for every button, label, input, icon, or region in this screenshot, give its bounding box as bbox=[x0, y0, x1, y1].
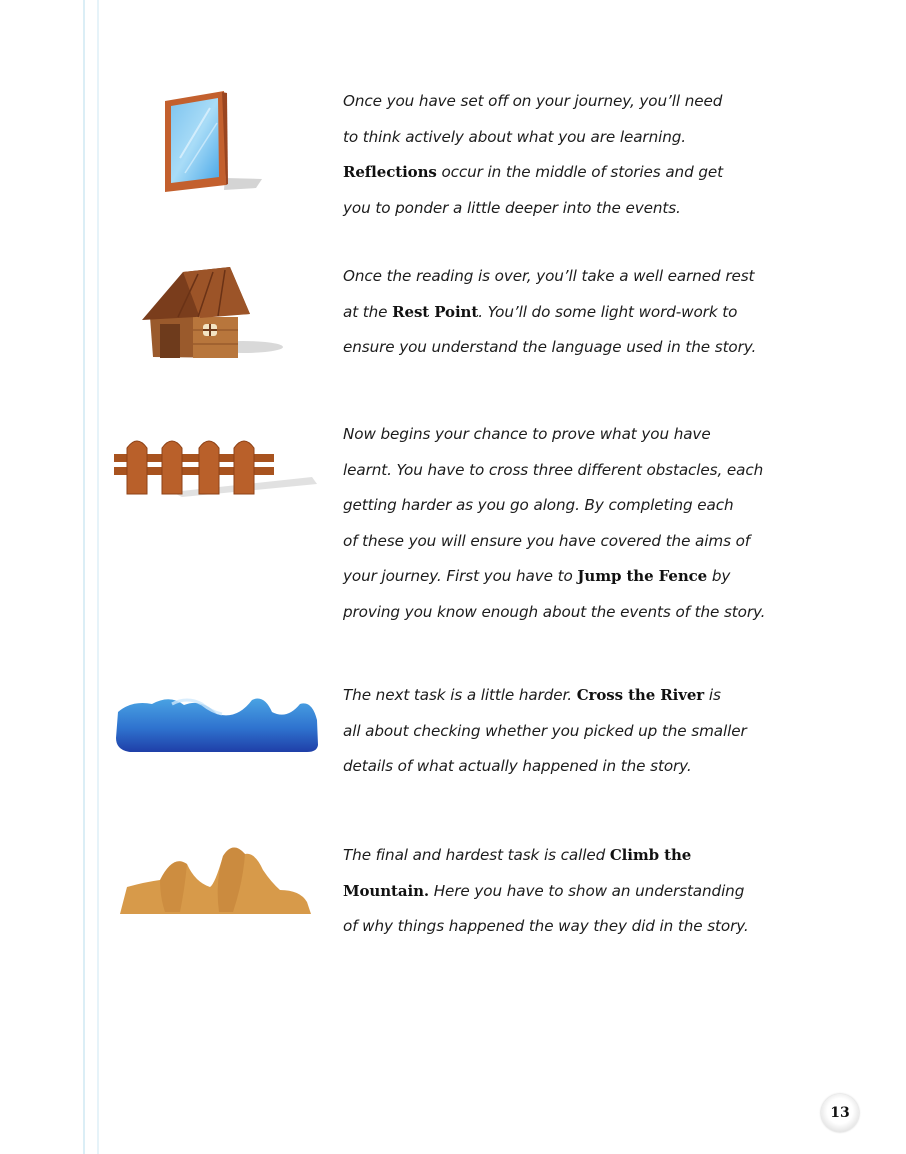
section-rest-point bbox=[343, 259, 783, 366]
text-line bbox=[343, 559, 783, 595]
text-line bbox=[343, 417, 783, 453]
text-line bbox=[343, 155, 783, 191]
text-run: details of what actually happened in the story. bbox=[343, 757, 692, 775]
text-line bbox=[343, 453, 783, 489]
mountain-icon bbox=[115, 842, 315, 917]
text-run: . You’ll do some light word-work to bbox=[478, 302, 738, 321]
text-line bbox=[343, 678, 783, 714]
text-run: Once the reading is over, you’ll take a well earned rest bbox=[343, 267, 755, 285]
paragraph bbox=[343, 678, 783, 785]
text-line bbox=[343, 191, 783, 227]
key-term: Cross the River bbox=[576, 686, 705, 704]
text-line bbox=[343, 874, 783, 910]
text-run: of why things happened the way they did in the story. bbox=[343, 917, 749, 935]
text-run: Once you have set off on your journey, you’ll need bbox=[343, 92, 723, 110]
text-run: by bbox=[707, 567, 731, 585]
river-icon bbox=[112, 690, 322, 755]
text-line bbox=[343, 838, 783, 874]
text-run: all about checking whether you picked up the smaller bbox=[343, 721, 747, 740]
paragraph bbox=[343, 838, 783, 945]
key-term: Mountain. bbox=[343, 881, 429, 900]
section-jump-the-fence bbox=[343, 417, 783, 630]
text-run: your journey. First you have to bbox=[343, 567, 578, 585]
text-run: ensure you understand the language used in the story. bbox=[343, 338, 757, 356]
section-climb-the-mountain bbox=[343, 838, 783, 945]
fence-icon bbox=[112, 432, 322, 500]
key-term: Climb the bbox=[609, 846, 692, 864]
text-line bbox=[343, 120, 783, 156]
text-run: is bbox=[704, 686, 721, 704]
key-term: Jump the Fence bbox=[577, 567, 708, 585]
text-line bbox=[343, 295, 783, 331]
margin-line bbox=[97, 0, 99, 1154]
text-run: occur in the middle of stories and get bbox=[436, 163, 723, 181]
text-run: of these you will ensure you have covered the aims of bbox=[343, 531, 751, 550]
text-line bbox=[343, 524, 783, 560]
text-run: getting harder as you go along. By completing each bbox=[343, 496, 734, 514]
text-line bbox=[343, 909, 783, 945]
margin-line bbox=[83, 0, 85, 1154]
text-run: you to ponder a little deeper into the events. bbox=[343, 198, 681, 217]
text-line bbox=[343, 714, 783, 750]
page-number-badge bbox=[821, 1094, 859, 1132]
text-run: Here you have to show an understanding bbox=[429, 881, 745, 900]
text-line bbox=[343, 259, 783, 295]
key-term: Rest Point bbox=[392, 302, 479, 321]
mirror-icon bbox=[160, 88, 270, 198]
text-run: The next task is a little harder. bbox=[343, 686, 577, 704]
section-reflections bbox=[343, 84, 783, 226]
text-line bbox=[343, 488, 783, 524]
text-run: learnt. You have to cross three different obstacles, each bbox=[343, 460, 764, 479]
text-run: proving you know enough about the events of the story. bbox=[343, 602, 766, 621]
text-run: Now begins your chance to prove what you have bbox=[343, 425, 711, 443]
text-run: at the bbox=[343, 302, 393, 321]
text-run: The final and hardest task is called bbox=[343, 846, 610, 864]
paragraph bbox=[343, 259, 783, 366]
text-line bbox=[343, 749, 783, 785]
paragraph bbox=[343, 417, 783, 630]
cabin-icon bbox=[138, 262, 288, 367]
text-line bbox=[343, 595, 783, 631]
key-term: Reflections bbox=[343, 163, 437, 181]
page-number: 13 bbox=[830, 1105, 850, 1121]
text-line bbox=[343, 330, 783, 366]
paragraph bbox=[343, 84, 783, 226]
text-line bbox=[343, 84, 783, 120]
text-run: to think actively about what you are learning. bbox=[343, 127, 687, 146]
section-cross-the-river bbox=[343, 678, 783, 785]
